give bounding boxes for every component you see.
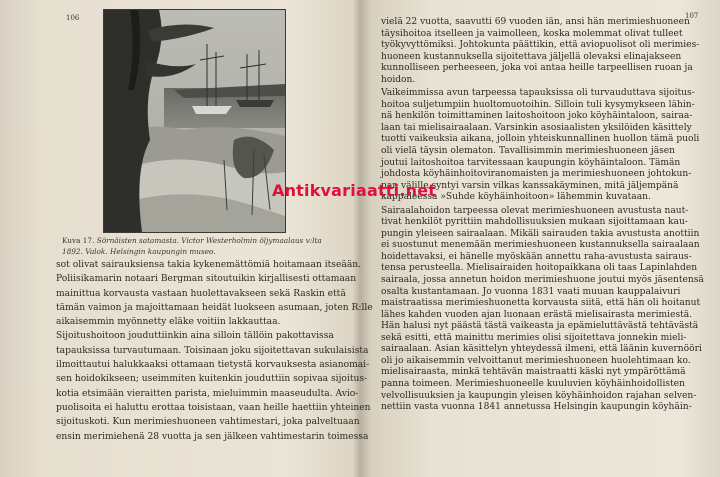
text-line: sairaala, jossa annetun hoidon merimieshuone joutui myös jäsentensä — [381, 275, 704, 286]
caption-label: Kuva 17. — [62, 236, 95, 245]
text-line: sairaalaan. Asian käsittelyn yhteydessä ilmeni, että läänin kuvernööri — [381, 344, 702, 355]
text-line: hoidettavaksi, ei hänelle myöskään annettu raha-avustusta sairaus- — [381, 251, 692, 262]
text-line: nä henkilön toimittaminen laitoshoitoon joko köyhäintaloon, sairaa- — [381, 111, 693, 122]
text-line: velvollisuuksien ja kaupungin yleisen köyhäinhoidon rajahan selven- — [381, 390, 697, 401]
caption-text: Sörnäisten satamasta. Victor Westerholmin öljymaalaus v:lta 1892. — [62, 236, 322, 256]
text-line: hoitoa suljetumpiin huoltomuotoihin. Silloin tuli kysymykseen lähin- — [381, 99, 695, 110]
text-line: johdosta köyhäinhoitoviranomaisten ja merimieshuoneen johtokun- — [381, 169, 692, 180]
text-line: sekä esitti, että mainittu merimies olisi sijoitettava jonnekin mieli- — [381, 332, 687, 343]
text-line: joutui laitoshoitoa tarvitessaan kaupungin köyhäintaloon. Tämän — [381, 157, 681, 168]
text-line: aikaisemmin myönnetty eläke voitiin lakkauttaa. — [56, 317, 281, 328]
left-body-text — [56, 258, 373, 444]
text-line: oli vielä täysin olematon. Tavallisimmin merimieshuoneen jäsen — [381, 146, 676, 157]
text-line: kappaleessa »Suhde köyhäinhoitoon» lähemmin kuvataan. — [381, 192, 651, 203]
harbor-photo-icon — [104, 10, 285, 232]
page-number-right: 107 — [685, 12, 699, 20]
text-line: Sairaalahoidon tarpeessa olevat merimieshuoneen avustusta naut- — [381, 205, 689, 216]
text-line: tensa perusteella. Mielisairaiden hoitopaikkana oli taas Lapinlahden — [381, 263, 698, 274]
text-line: ensin merimiehenä 28 vuotta ja sen jälkeen vahtimestarin toimessa — [56, 431, 369, 442]
text-line: työkyvyttömiksi. Johtokunta päättikin, että aviopuolisot oli merimies- — [381, 40, 700, 51]
text-line: ilmoittautui halukkaaksi ottamaan tietystä korvauksesta asianomai- — [56, 360, 370, 371]
figure-caption — [62, 236, 324, 257]
text-line: sijoituskoti. Kun merimieshuoneen vahtimestari, joka palveltuaan — [56, 417, 360, 428]
text-line: Hän halusi nyt päästä tästä vaikeasta ja epämieluttävästä tehtävästä — [381, 321, 699, 332]
text-line: täysihoitoa itselleen ja vaimolleen, koska molemmat olivat tulleet — [381, 28, 683, 39]
text-line: huoneen kustannuksella sijoitettava jäljellä olevaksi elinajakseen — [381, 51, 682, 62]
text-line: sen hoidokikseen; useimmiten kuitenkin jouduttiin sopivaa sijoitus- — [56, 374, 368, 385]
right-body-text — [381, 17, 703, 414]
text-line: lähes kahden vuoden ajan luonaan erästä mielisairasta merimiestä. — [381, 309, 693, 320]
text-line: kunnolliseen perheeseen, joka voi antaa heille tarpeellisen ruoan ja — [381, 63, 693, 74]
text-line: tuotti vaikeuksia aikana, jolloin yhteiskunnallinen huollon tämä puoli — [381, 134, 700, 145]
page-number-left: 106 — [66, 14, 80, 22]
text-line: pungin yleiseen sairaalaan. Mikäli sairauden takia avustusta anottiin — [381, 228, 700, 239]
text-line: Vaikeimmissa avun tarpeessa tapauksissa oli turvauduttava sijoitus- — [381, 88, 695, 99]
text-line: hoidon. — [381, 74, 416, 85]
harbor-photo — [104, 10, 285, 232]
text-line: tämän vaimon ja majoittamaan heidät luokseen asumaan, joten R:lle — [56, 302, 373, 313]
text-line: tapauksissa turvautumaan. Toisinaan joku sijoitettavan sukulaisista — [56, 345, 369, 356]
text-line: nan välille syntyi varsin vilkas kanssakäyminen, mitä jäljempänä — [381, 180, 679, 191]
watermark: Antikvariaatti.net — [272, 181, 437, 200]
text-line: vielä 22 vuotta, saavutti 69 vuoden iän, ansi hän merimieshuoneen — [381, 17, 690, 27]
text-line: panna toimeen. Merimieshuoneelle kuuluvien köyhäinhoidollisten — [381, 378, 685, 389]
caption-credit: Valok. Helsingin kaupungin museo. — [85, 246, 216, 256]
text-line: Poliisikamarin notaari Bergman sitoutuikin kirjallisesti ottamaan — [56, 274, 357, 285]
text-line: mielisairaasta, minkä tehtävän maistraatti käski nyt ympäröttämä — [381, 367, 686, 378]
text-line: maistraatissa merimieshuonetta korvausta siitä, että hän oli hoitanut — [381, 298, 701, 309]
text-line: ei suostunut menemään merimieshuoneen kustannuksella sairaalaan — [381, 240, 700, 251]
text-line: puolisoita ei haluttu erottaa toisistaan, vaan heille haettiin yhteinen — [56, 402, 371, 413]
text-line: sot olivat sairauksiensa takia kykenemättömiä hoitamaan itseään. — [56, 260, 362, 270]
text-line: Sijoitushoitoon jouduttiinkin aina silloin tällöin pakottavissa — [56, 331, 334, 342]
text-line: osalta kustantamaan. Jo vuonna 1831 vaati muuan kauppalaivuri — [381, 286, 681, 297]
text-line: nettiin vasta vuonna 1841 annetussa Helsingin kaupungin köyhäin- — [381, 402, 692, 413]
text-line: oli jo aikaisemmin velvoittanut merimieshuoneen huolehtimaan ko. — [381, 355, 691, 366]
text-line: kotia etsimään vieraitten parista, mieluimmin maaseudulta. Avio- — [56, 388, 359, 399]
text-line: laan tai mielisairaalaan. Varsinkin asosiaalisten yksilöiden käsittely — [381, 122, 692, 133]
text-line: mainittua korvausta vastaan huolettavakseen sekä Raskin että — [56, 288, 346, 299]
text-line: tivat henkilöt pyrittiin mahdollisuuksien mukaan sijoittamaan kau- — [381, 217, 688, 228]
